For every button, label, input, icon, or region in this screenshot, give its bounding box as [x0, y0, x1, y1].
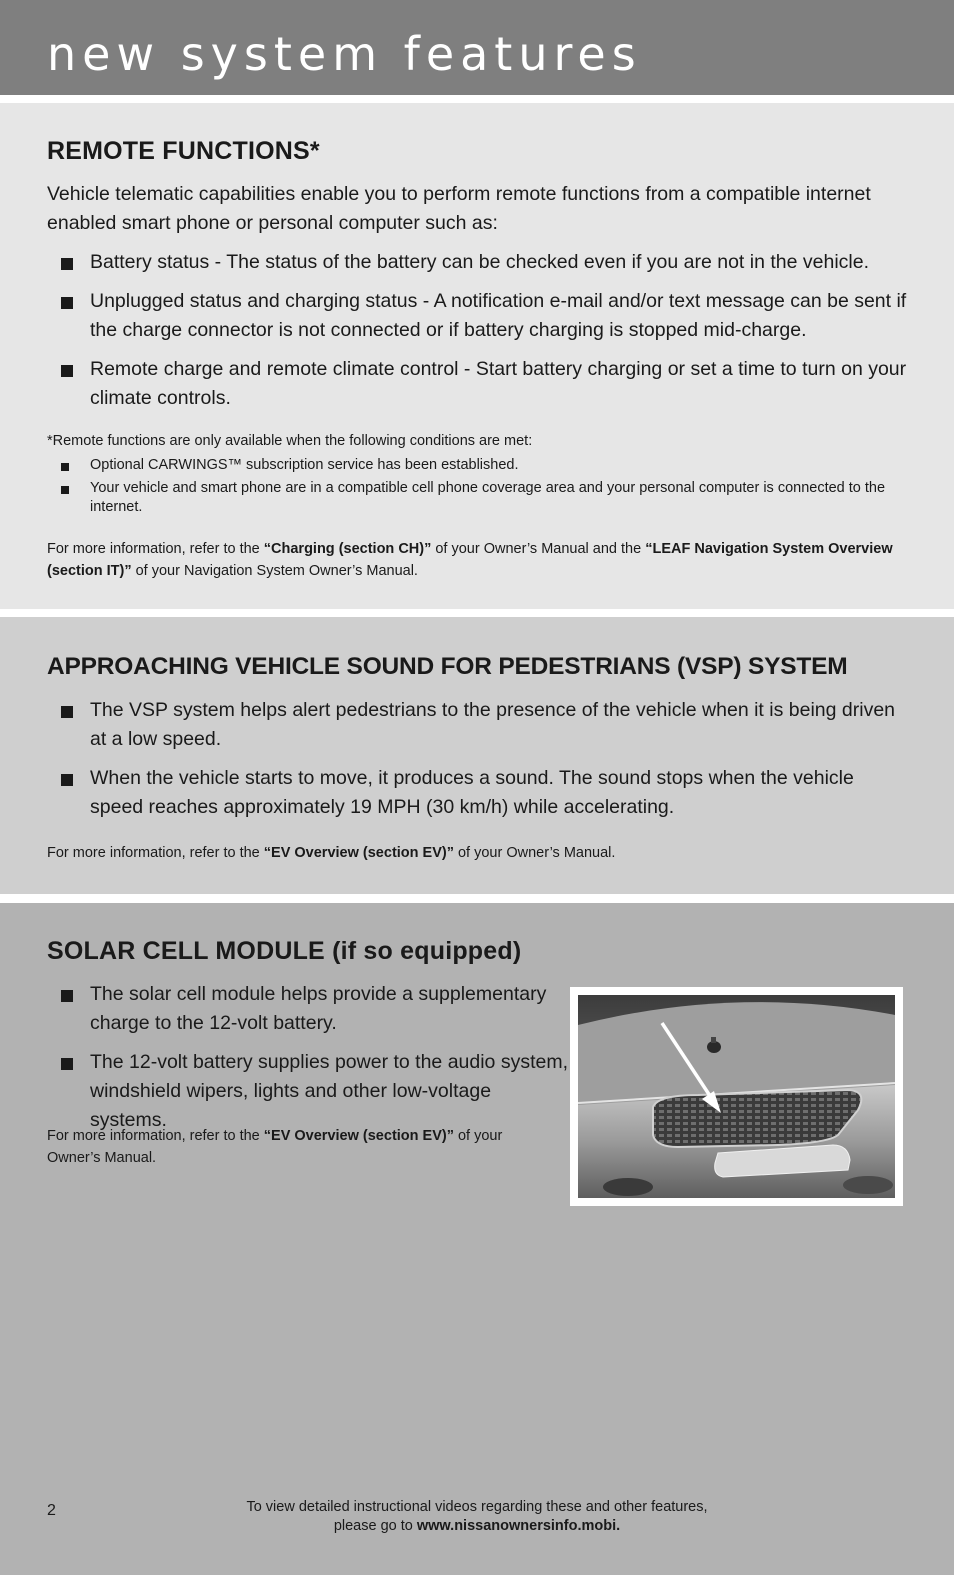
bullet-square-icon — [61, 297, 73, 309]
footer-text: please go to — [333, 1518, 417, 1534]
reference-text: of your Owner’s Manual. — [47, 1128, 503, 1166]
remote-functions-list — [47, 248, 907, 423]
bullet-square-icon — [61, 1058, 73, 1070]
reference-text: of your Owner’s Manual. — [453, 845, 616, 861]
list-item-text: When the vehicle starts to move, it produces a sound. The sound stops when the vehicle speed reaches approximately 19 MPH (30 km/h) while accelerating. — [90, 767, 854, 818]
page-title: new system features — [47, 27, 642, 81]
list-item — [47, 287, 907, 345]
reference-text: For more information, refer to the — [47, 541, 264, 557]
list-item-text: Unplugged status and charging status - A notification e-mail and/or text message can be sent if the charge connector is not connected or if battery charging is stopped mid-charge. — [90, 290, 907, 341]
vsp-section — [0, 617, 954, 894]
footer-line-2 — [0, 1517, 954, 1536]
reference-text: of your Navigation System Owner’s Manual. — [131, 563, 418, 579]
vsp-reference — [47, 842, 907, 864]
list-item-text: The solar cell module helps provide a supplementary charge to the 12-volt battery. — [90, 983, 547, 1034]
list-item-text: The VSP system helps alert pedestrians to the presence of the vehicle when it is being driven at a low speed. — [90, 699, 896, 750]
footer-line: To view detailed instructional videos regarding these and other features, — [246, 1499, 708, 1515]
solar-module-photo-illustration — [578, 995, 895, 1198]
list-item — [47, 456, 907, 475]
remote-functions-section — [0, 103, 954, 609]
bullet-square-icon — [61, 706, 73, 718]
bullet-square-icon — [61, 486, 69, 494]
page-header — [0, 0, 954, 95]
remote-functions-footnote: *Remote functions are only available when the following conditions are met: — [47, 433, 533, 449]
solar-module-photo-frame — [570, 987, 903, 1206]
page-number: 2 — [47, 1502, 56, 1519]
list-item — [47, 355, 907, 413]
list-item — [47, 248, 907, 277]
reference-text: For more information, refer to the — [47, 845, 264, 861]
solar-cell-list — [47, 980, 572, 1145]
vsp-list — [47, 696, 907, 832]
reference-text: For more information, refer to the — [47, 1128, 264, 1144]
list-item-text: Optional CARWINGS™ subscription service has been established. — [90, 457, 519, 473]
bullet-square-icon — [61, 463, 69, 471]
footer-link[interactable]: www.nissanownersinfo.mobi. — [416, 1518, 621, 1534]
bullet-square-icon — [61, 774, 73, 786]
remote-functions-reference — [47, 538, 907, 582]
list-item — [47, 980, 572, 1038]
conditions-list — [47, 456, 907, 521]
solar-cell-reference — [47, 1125, 527, 1169]
vsp-heading: APPROACHING VEHICLE SOUND FOR PEDESTRIANS (VSP) SYSTEM — [47, 653, 848, 680]
list-item-text: The 12-volt battery supplies power to the audio system, windshield wipers, lights and other low-voltage systems. — [90, 1051, 568, 1131]
list-item — [47, 696, 907, 754]
reference-bold: “LEAF Navigation System Overview (section IT)” — [47, 541, 893, 579]
reference-bold: “EV Overview (section EV)” — [263, 845, 454, 861]
list-item — [47, 1048, 572, 1135]
solar-module-photo — [578, 995, 895, 1198]
footer-note — [0, 1498, 954, 1536]
solar-cell-heading: SOLAR CELL MODULE (if so equipped) — [47, 937, 522, 965]
list-item-text: Battery status - The status of the battery can be checked even if you are not in the vehicle. — [90, 251, 870, 273]
list-item — [47, 764, 907, 822]
remote-functions-heading: REMOTE FUNCTIONS* — [47, 137, 320, 165]
list-item — [47, 479, 907, 517]
bullet-square-icon — [61, 258, 73, 270]
bullet-square-icon — [61, 365, 73, 377]
reference-bold: “EV Overview (section EV)” — [263, 1128, 454, 1144]
list-item-text: Remote charge and remote climate control - Start battery charging or set a time to turn on your climate controls. — [90, 358, 907, 409]
reference-bold: “Charging (section CH)” — [263, 541, 432, 557]
remote-functions-intro: Vehicle telematic capabilities enable you to perform remote functions from a compatible internet enabled smart phone or personal computer such as: — [47, 183, 871, 234]
reference-text: of your Owner’s Manual and the — [431, 541, 646, 557]
bullet-square-icon — [61, 990, 73, 1002]
list-item-text: Your vehicle and smart phone are in a compatible cell phone coverage area and your personal computer is connected to the internet. — [90, 480, 886, 515]
